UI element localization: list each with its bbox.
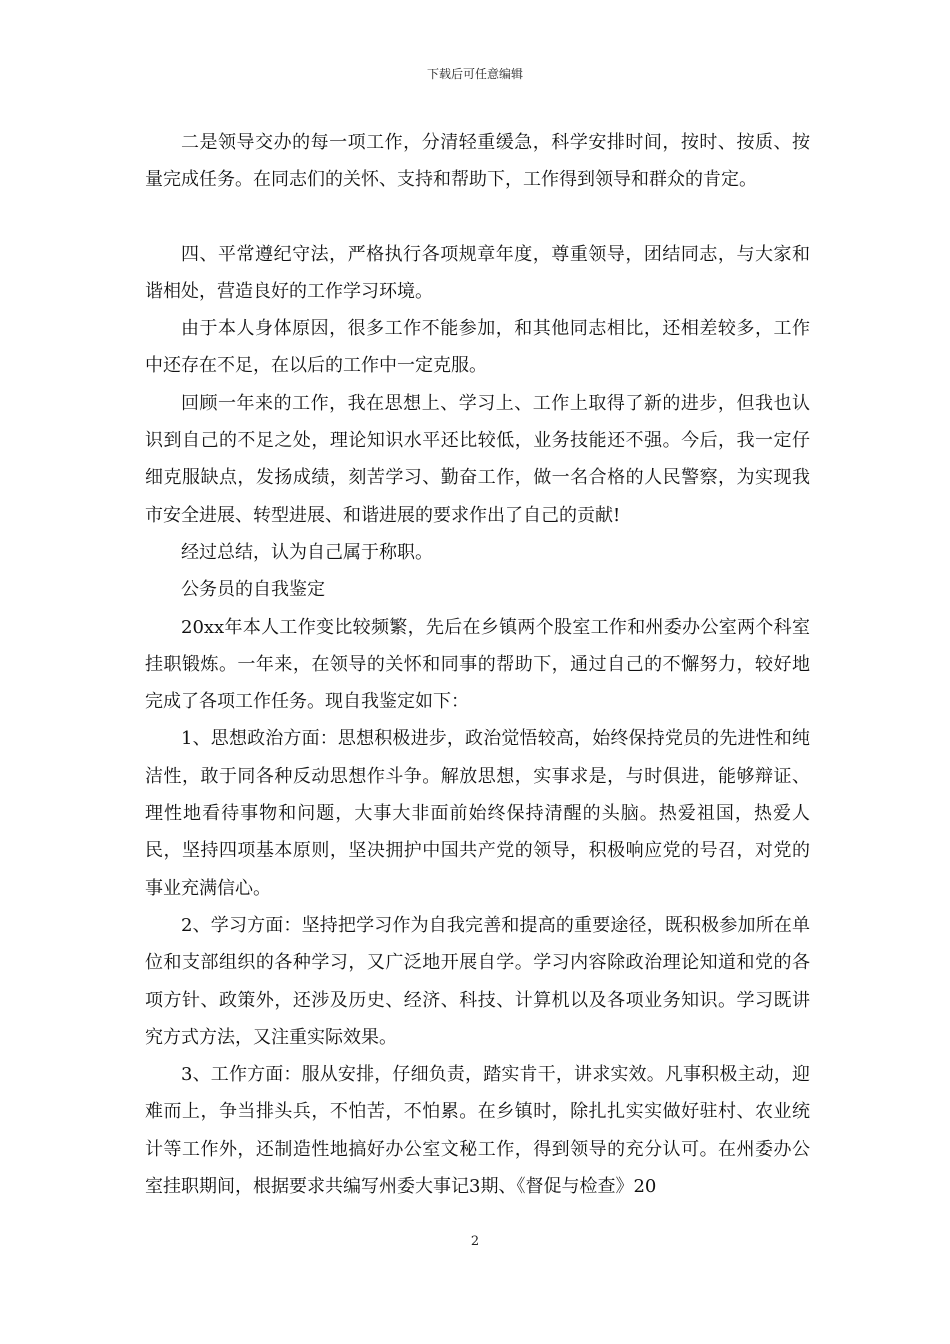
document-body xyxy=(145,124,810,1205)
section-heading: 公务员的自我鉴定 xyxy=(181,579,325,601)
paragraph: 3、工作方面：服从安排，仔细负责，踏实肯干，讲求实效。凡事积极主动，迎难而上，争当排头兵，不怕苦，不怕累。在乡镇时，除扎扎实实做好驻村、农业统计等工作外，还制造性地搞好办公室文秘工作，得到领导的充分认可。在州委办公室挂职期间，根据要求共编写州委大事记3期、《督促与检查》20 xyxy=(145,1064,810,1198)
paragraph: 二是领导交办的每一项工作，分清轻重缓急，科学安排时间，按时、按质、按量完成任务。在同志们的关怀、支持和帮助下，工作得到领导和群众的肯定。 xyxy=(145,132,810,191)
paragraph: 由于本人身体原因，很多工作不能参加，和其他同志相比，还相差较多，工作中还存在不足，在以后的工作中一定克服。 xyxy=(145,318,810,377)
paragraph: 20xx年本人工作变比较频繁，先后在乡镇两个股室工作和州委办公室两个科室挂职锻炼。一年来，在领导的关怀和同事的帮助下，通过自己的不懈努力，较好地完成了各项工作任务。现自我鉴定如下： xyxy=(145,616,810,713)
page-header: 下载后可任意编辑 xyxy=(426,67,523,81)
paragraph: 回顾一年来的工作，我在思想上、学习上、工作上取得了新的进步，但我也认识到自己的不足之处，理论知识水平还比较低，业务技能还不强。今后，我一定仔细克服缺点，发扬成绩，刻苦学习、勤奋工作，做一名合格的人民警察，为实现我市安全进展、转型进展、和谐进展的要求作出了自己的贡献! xyxy=(145,392,810,526)
paragraph: 2、学习方面：坚持把学习作为自我完善和提高的重要途径，既积极参加所在单位和支部组织的各种学习，又广泛地开展自学。学习内容除政治理论知道和党的各项方针、政策外，还涉及历史、经济、科技、计算机以及各项业务知识。学习既讲究方式方法，又注重实际效果。 xyxy=(145,914,810,1048)
page-number: 2 xyxy=(470,1234,480,1249)
paragraph: 经过总结，认为自己属于称职。 xyxy=(181,541,433,563)
paragraph: 1、思想政治方面：思想积极进步，政治觉悟较高，始终保持党员的先进性和纯洁性，敢于同各种反动思想作斗争。解放思想，实事求是，与时俱进，能够辩证、理性地看待事物和问题，大事大非面前始终保持清醒的头脑。热爱祖国，热爱人民，坚持四项基本原则，坚决拥护中国共产党的领导，积极响应党的号召，对党的事业充满信心。 xyxy=(145,728,810,899)
paragraph: 四、平常遵纪守法，严格执行各项规章年度，尊重领导，团结同志，与大家和谐相处，营造良好的工作学习环境。 xyxy=(145,243,810,302)
